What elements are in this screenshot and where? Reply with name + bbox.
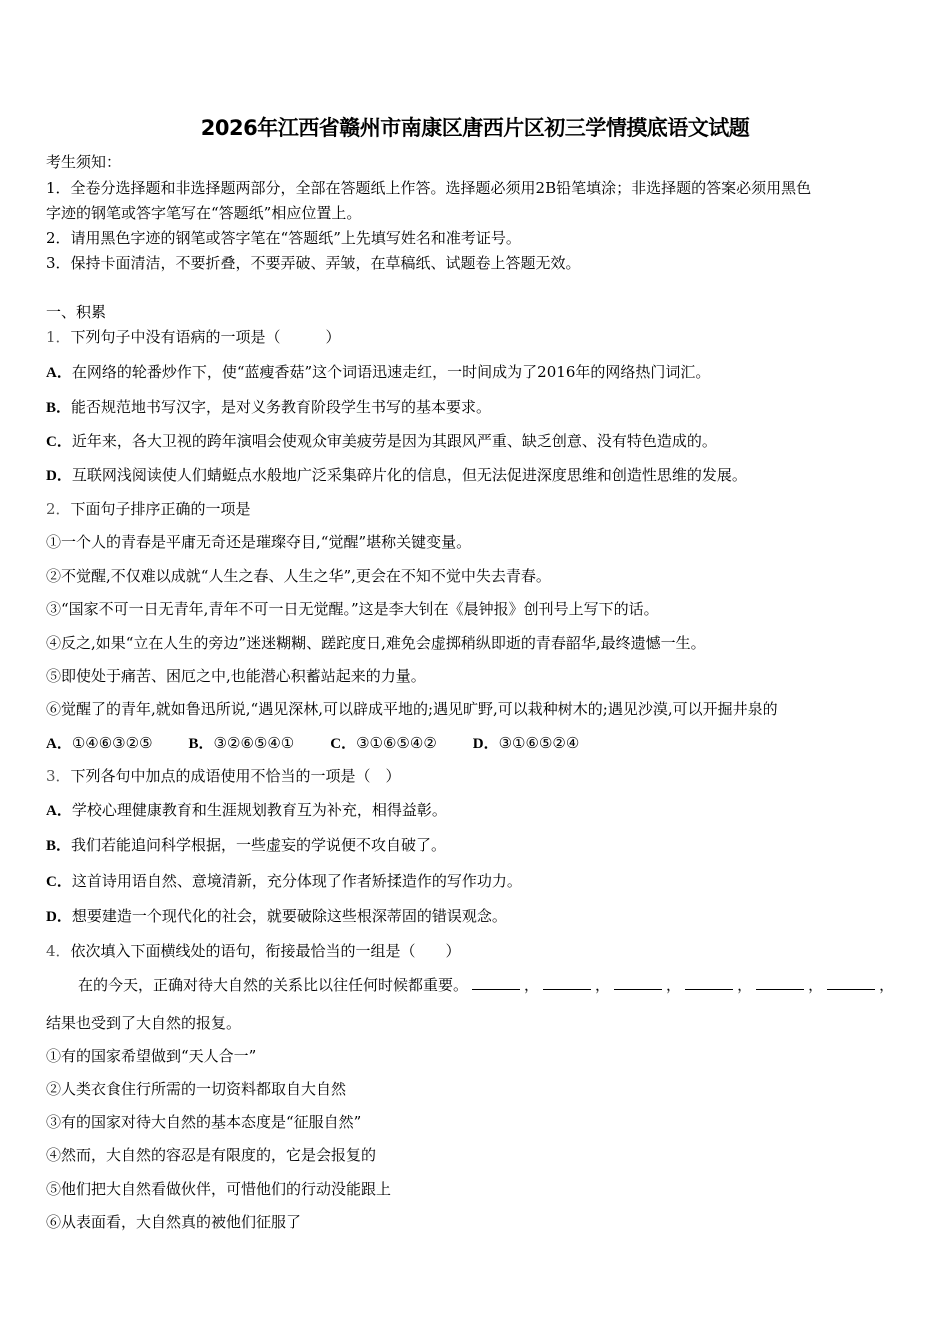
option-label: B． — [46, 400, 72, 416]
question-stem: 下列句子中没有语病的一项是（ ） — [70, 328, 341, 346]
option-text: 在网络的轮番炒作下，使“蓝瘦香菇”这个词语迅速走红，一时间成为了2016年的网络热门词汇。 — [71, 363, 711, 381]
q2-sentence-2: ②不觉醒,不仅难以成就“人生之春、人生之华”,更会在不知不觉中失去青春。 — [46, 567, 551, 585]
fill-blank-2 — [543, 975, 591, 990]
option-label: C． — [46, 434, 72, 450]
option-label: A． — [46, 736, 72, 752]
section-heading: 一、积累 — [46, 303, 107, 321]
page-title: 2026年江西省赣州市南康区唐西片区初三学情摸底语文试题 — [200, 116, 750, 140]
question-3 — [46, 766, 401, 786]
q2-sentence-3: ③“国家不可一日无青年,青年不可一日无觉醒。”这是李大钊在《晨钟报》创刊号上写下的话。 — [46, 600, 659, 618]
question-number: 1． — [46, 328, 71, 346]
question-number: 2． — [46, 500, 71, 518]
q2-sentence-1: ①一个人的青春是平庸无奇还是璀璨夺目,“觉醒”堪称关键变量。 — [46, 533, 472, 551]
q3-option-b — [46, 835, 446, 856]
notice-item-1: 1．全卷分选择题和非选择题两部分，全部在答题纸上作答。选择题必须用2B铅笔填涂；非选择题的答案必须用黑色 — [46, 179, 812, 197]
fill-blank-1 — [472, 975, 520, 990]
question-stem: 依次填入下面横线处的语句，衔接最恰当的一组是（ ） — [70, 942, 461, 960]
option-label: A． — [46, 365, 72, 381]
option-text: 近年来，各大卫视的跨年演唱会使观众审美疲劳是因为其跟风严重、缺乏创意、没有特色造成的。 — [71, 432, 717, 450]
option-label: A． — [46, 803, 72, 819]
notice-heading: 考生须知： — [46, 153, 122, 171]
option-label: D． — [472, 736, 499, 752]
q4-sentence-4: ④然而，大自然的容忍是有限度的，它是会报复的 — [46, 1146, 377, 1164]
q3-option-d — [46, 906, 507, 927]
blank-separator: ， — [879, 976, 895, 994]
option-label: D． — [46, 909, 72, 925]
blank-separator: ， — [595, 976, 611, 994]
blank-separator: ， — [524, 976, 540, 994]
blank-separator: ， — [737, 976, 753, 994]
option-text: ③①⑥⑤②④ — [498, 734, 580, 752]
passage-start: 在的今天，正确对待大自然的关系比以往任何时候都重要。 — [78, 976, 469, 994]
blank-separator: ， — [666, 976, 682, 994]
q4-sentence-1: ①有的国家希望做到“天人合一” — [46, 1047, 257, 1065]
fill-blank-5 — [756, 975, 804, 990]
option-text: ③②⑥⑤④① — [213, 734, 295, 752]
option-text: ③①⑥⑤④② — [356, 734, 437, 752]
option-text: 想要建造一个现代化的社会，就要破除这些根深蒂固的错误观念。 — [71, 907, 507, 925]
q2-sentence-5: ⑤即使处于痛苦、困厄之中,也能潜心积蓄站起来的力量。 — [46, 667, 426, 685]
q1-option-a — [46, 362, 710, 383]
q4-sentence-6: ⑥从表面看，大自然真的被他们征服了 — [46, 1213, 302, 1231]
q1-option-c — [46, 431, 717, 452]
option-text: 能否规范地书写汉字，是对义务教育阶段学生书写的基本要求。 — [71, 398, 492, 416]
option-text: 我们若能追问科学根据，一些虚妄的学说便不攻自破了。 — [71, 836, 447, 854]
q4-sentence-5: ⑤他们把大自然看做伙伴，可惜他们的行动没能跟上 — [46, 1180, 392, 1198]
q4-passage-end: 结果也受到了大自然的报复。 — [46, 1014, 242, 1032]
question-1 — [46, 327, 341, 347]
q4-sentence-2: ②人类衣食住行所需的一切资料都取自大自然 — [46, 1080, 347, 1098]
option-label: C． — [330, 736, 357, 752]
option-text: 学校心理健康教育和生涯规划教育互为补充，相得益彰。 — [71, 801, 447, 819]
option-label: B． — [46, 838, 72, 854]
q3-option-a — [46, 800, 447, 821]
q4-passage — [78, 975, 894, 995]
notice-item-2: 2．请用黑色字迹的钢笔或答字笔在“答题纸”上先填写姓名和准考证号。 — [46, 229, 521, 247]
fill-blank-6 — [827, 975, 875, 990]
fill-blank-4 — [685, 975, 733, 990]
option-text: 互联网浅阅读使人们蜻蜓点水般地广泛采集碎片化的信息，但无法促进深度思维和创造性思维的发展。 — [71, 466, 747, 484]
q2-sentence-4: ④反之,如果“立在人生的旁边”迷迷糊糊、蹉跎度日,难免会虚掷稍纵即逝的青春韶华,最终遗憾一生。 — [46, 634, 706, 652]
option-label: D． — [46, 468, 72, 484]
q2-sentence-6: ⑥觉醒了的青年,就如鲁迅所说,“遇见深林,可以辟成平地的;遇见旷野,可以栽种树木的;遇见沙漠,可以开掘井泉的 — [46, 700, 778, 718]
q3-option-c — [46, 871, 522, 892]
option-text: 这首诗用语自然、意境清新，充分体现了作者矫揉造作的写作功力。 — [71, 872, 522, 890]
question-4 — [46, 941, 461, 961]
question-number: 3． — [46, 767, 71, 785]
q1-option-d — [46, 465, 747, 486]
question-stem: 下列各句中加点的成语使用不恰当的一项是（ ） — [70, 767, 401, 785]
notice-item-3: 3．保持卡面清洁，不要折叠，不要弄破、弄皱，在草稿纸、试题卷上答题无效。 — [46, 254, 581, 272]
notice-item-1-cont: 字迹的钢笔或答字笔写在“答题纸”相应位置上。 — [46, 204, 362, 222]
question-number: 4． — [46, 942, 71, 960]
blank-separator: ， — [808, 976, 824, 994]
option-label: C． — [46, 874, 72, 890]
question-2 — [46, 499, 251, 519]
q1-option-b — [46, 397, 491, 418]
q2-options — [46, 733, 579, 754]
option-text: ①④⑥③②⑤ — [71, 734, 153, 752]
option-label: B． — [188, 736, 214, 752]
fill-blank-3 — [614, 975, 662, 990]
q4-sentence-3: ③有的国家对待大自然的基本态度是“征服自然” — [46, 1113, 362, 1131]
question-stem: 下面句子排序正确的一项是 — [70, 500, 251, 518]
